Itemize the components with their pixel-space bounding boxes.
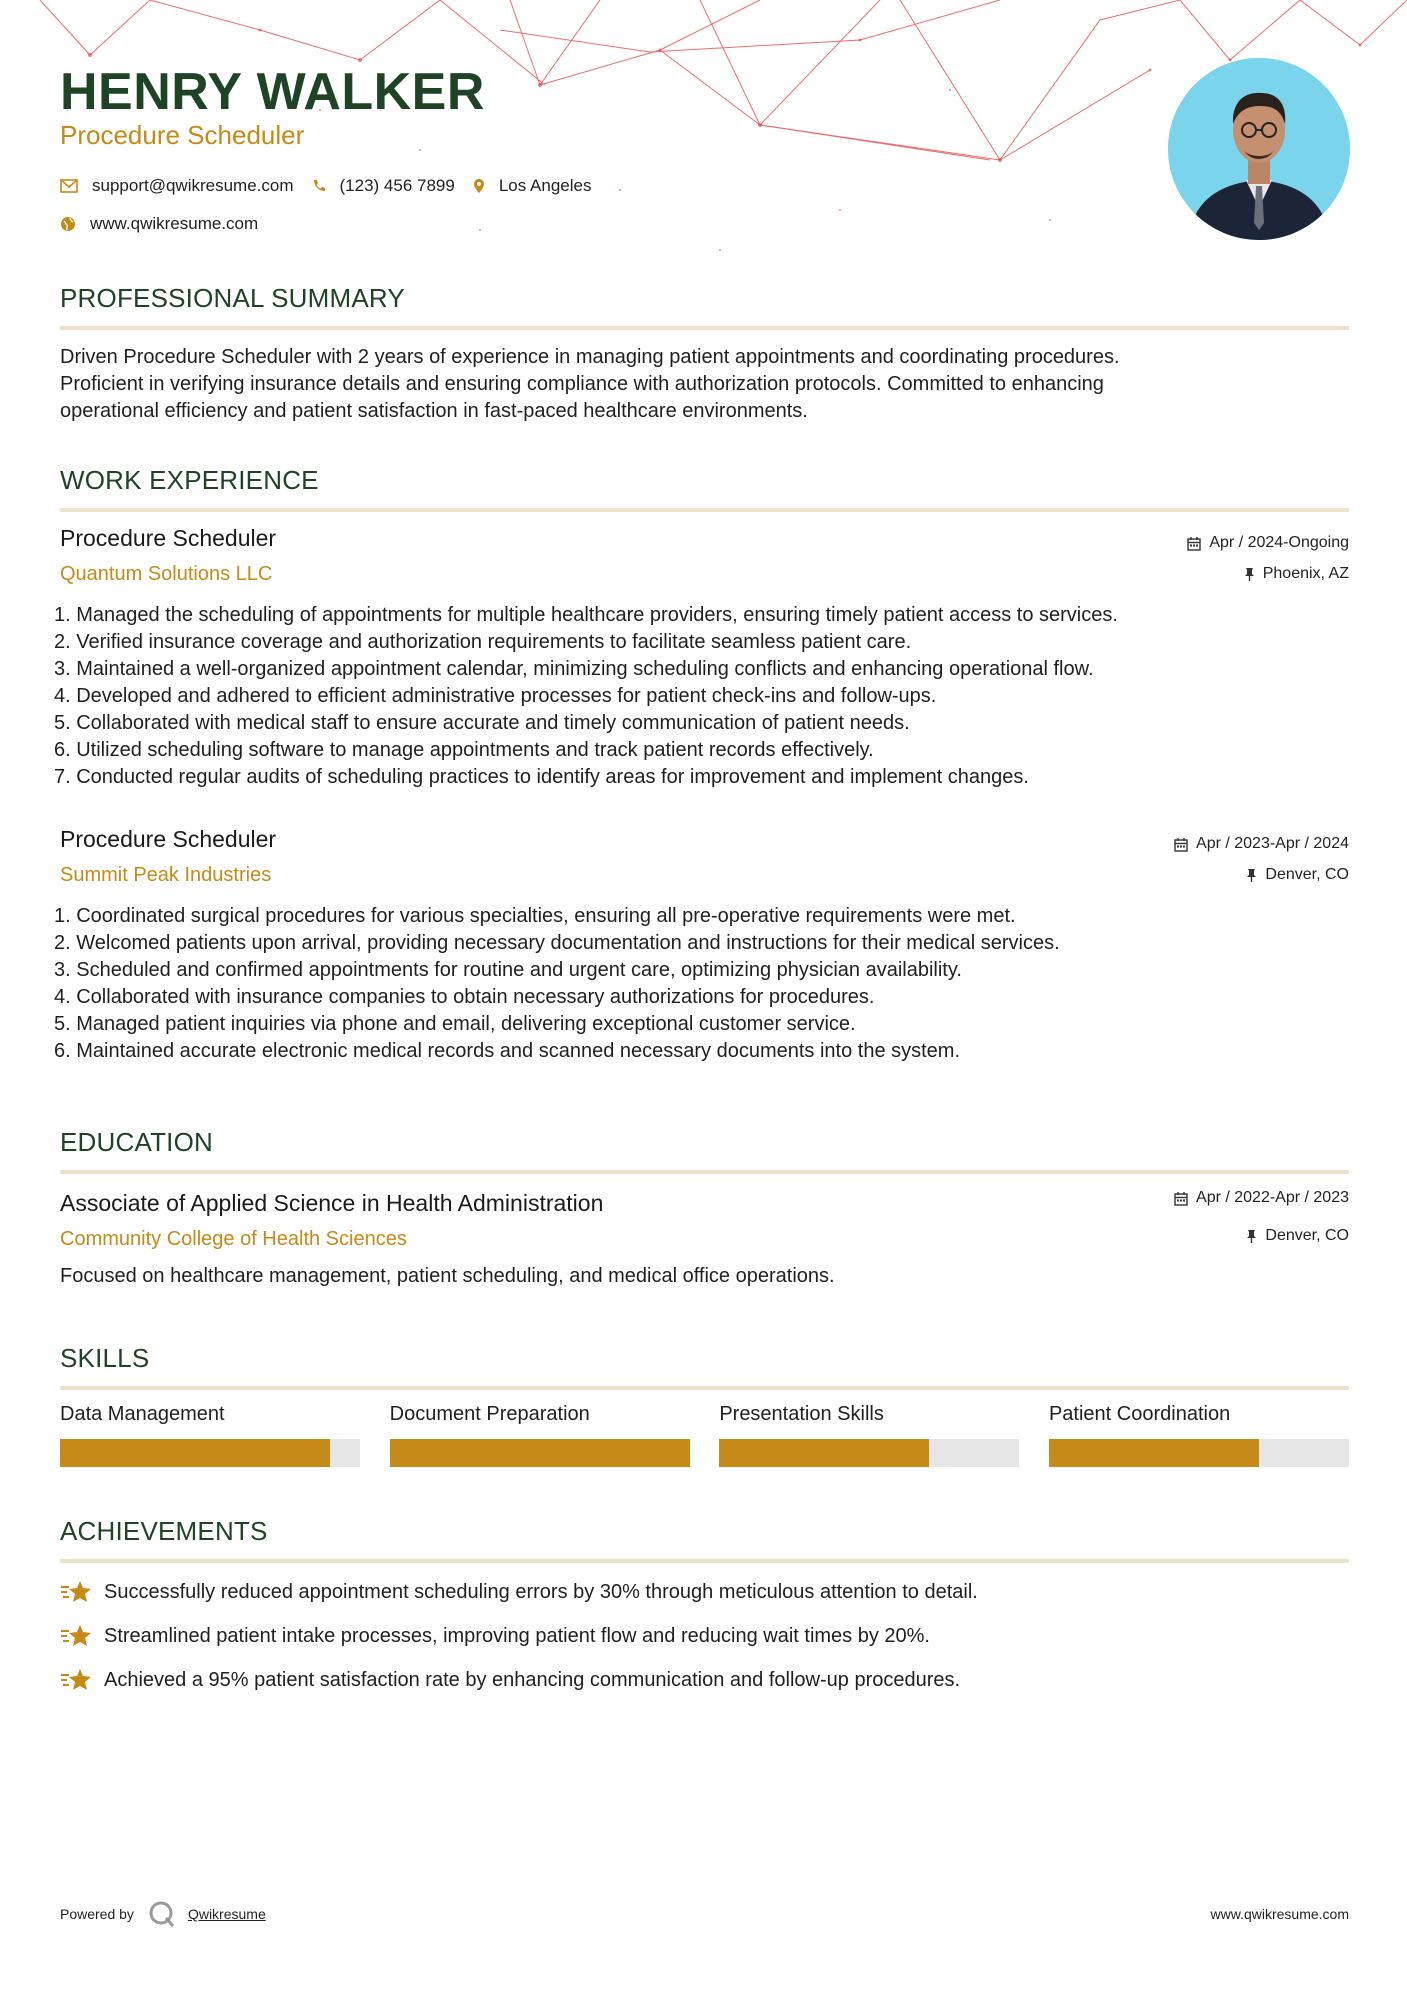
work-section-heading: WORK EXPERIENCE [60, 465, 1349, 512]
skill-name: Patient Coordination [1048, 1403, 1231, 1425]
job-dates: Apr / 2023-Apr / 2024 [1174, 835, 1349, 853]
job-responsibilities [54, 903, 1354, 1065]
skill-name: Document Preparation [389, 1403, 590, 1425]
section-divider [60, 1559, 1349, 1563]
phone-icon [312, 179, 326, 193]
education-location: Denver, CO [1246, 1227, 1349, 1245]
job-location: Phoenix, AZ [1244, 565, 1349, 583]
skill-name: Presentation Skills [719, 1403, 884, 1425]
section-divider [60, 1386, 1349, 1390]
job-company: Quantum Solutions LLC [60, 563, 273, 585]
job-title: Procedure Scheduler [60, 826, 277, 852]
list-item: Achieved a 95% patient satisfaction rate by enhancing communication and follow-up procedures. [60, 1658, 1349, 1702]
skills-list [60, 1403, 1349, 1467]
skills-section-heading: SKILLS [60, 1343, 1349, 1390]
summary-section-heading: PROFESSIONAL SUMMARY [60, 283, 1349, 330]
list-item: 2. Welcomed patients upon arrival, providing necessary documentation and instructions for their medical services. [54, 932, 1060, 954]
website-text: www.qwikresume.com [90, 214, 259, 233]
list-item: 5. Managed patient inquiries via phone and email, delivering exceptional customer service. [54, 1013, 856, 1035]
phone-text: (123) 456 7899 [339, 176, 455, 195]
job-location: Denver, CO [1246, 866, 1349, 884]
skill-bar [60, 1439, 360, 1467]
list-item: 1. Managed the scheduling of appointments for multiple healthcare providers, ensuring timely patient access to services. [54, 604, 1118, 626]
pushpin-icon [1246, 868, 1257, 882]
list-item: 5. Collaborated with medical staff to ensure accurate and timely communication of patient needs. [54, 712, 910, 734]
star-icon [60, 1666, 92, 1694]
skill-bar-fill [719, 1439, 929, 1467]
summary-text: Driven Procedure Scheduler with 2 years of experience in managing patient appointments and coordinating procedures. Proficient in verifying insurance details and ensuring compliance with authorization protocols. Committed to enhancing operational efficiency and patient satisfaction in fast-paced healthcare environments. [60, 346, 1120, 422]
skill-item [60, 1403, 360, 1467]
candidate-title: Procedure Scheduler [60, 120, 305, 150]
calendar-icon [1187, 536, 1201, 551]
footer-url[interactable]: www.qwikresume.com [1210, 1906, 1349, 1922]
job-company: Summit Peak Industries [60, 864, 272, 886]
candidate-name: HENRY WALKER [60, 63, 485, 121]
job-responsibilities [54, 602, 1354, 791]
skill-bar-fill [390, 1439, 690, 1467]
skill-bar [719, 1439, 1019, 1467]
email-text: support@qwikresume.com [92, 176, 294, 195]
achievements-section-heading: ACHIEVEMENTS [60, 1516, 1349, 1563]
section-divider [60, 326, 1349, 330]
section-divider [60, 1170, 1349, 1174]
list-item: 4. Collaborated with insurance companies to obtain necessary authorizations for procedures. [54, 986, 875, 1008]
education-description: Focused on healthcare management, patient scheduling, and medical office operations. [60, 1265, 835, 1287]
footer [60, 1900, 1349, 1928]
avatar [1168, 58, 1350, 240]
skill-bar-fill [1049, 1439, 1259, 1467]
job-title: Procedure Scheduler [60, 525, 277, 551]
pushpin-icon [1244, 567, 1255, 581]
skill-bar [390, 1439, 690, 1467]
location-contact [473, 176, 592, 196]
website-contact[interactable] [60, 214, 258, 234]
website-row [60, 214, 276, 237]
pushpin-icon [1246, 1229, 1257, 1243]
list-item: 4. Developed and adhered to efficient administrative processes for patient check-ins and follow-ups. [54, 685, 937, 707]
section-divider [60, 508, 1349, 512]
globe-icon [60, 216, 76, 232]
calendar-icon [1174, 1191, 1188, 1206]
education-section-heading: EDUCATION [60, 1127, 1349, 1174]
skill-name: Data Management [60, 1403, 225, 1425]
mail-icon [60, 179, 78, 193]
degree-title: Associate of Applied Science in Health Administration [60, 1190, 604, 1216]
list-item: 7. Conducted regular audits of scheduling practices to identify areas for improvement and implement changes. [54, 766, 1029, 788]
skill-bar [1049, 1439, 1349, 1467]
skill-item [719, 1403, 1019, 1467]
skill-item [390, 1403, 690, 1467]
list-item: Successfully reduced appointment scheduling errors by 30% through meticulous attention to detail. [60, 1570, 1349, 1614]
list-item: 6. Maintained accurate electronic medical records and scanned necessary documents into the system. [54, 1040, 961, 1062]
list-item: Streamlined patient intake processes, improving patient flow and reducing wait times by 20%. [60, 1614, 1349, 1658]
star-icon [60, 1578, 92, 1606]
school-name: Community College of Health Sciences [60, 1228, 407, 1250]
calendar-icon [1174, 837, 1188, 852]
education-dates: Apr / 2022-Apr / 2023 [1174, 1189, 1349, 1207]
powered-by: Powered by Qwikresume [60, 1900, 1349, 1928]
skill-item [1049, 1403, 1349, 1467]
job-dates: Apr / 2024-Ongoing [1187, 534, 1349, 552]
qwikresume-logo-icon [148, 1900, 176, 1928]
list-item: 3. Maintained a well-organized appointment calendar, minimizing scheduling conflicts and enhancing operational flow. [54, 658, 1094, 680]
list-item: 6. Utilized scheduling software to manage appointments and track patient records effectively. [54, 739, 874, 761]
skill-bar-fill [60, 1439, 330, 1467]
list-item: 1. Coordinated surgical procedures for various specialties, ensuring all pre-operative requirements were met. [54, 905, 1016, 927]
list-item: 2. Verified insurance coverage and authorization requirements to facilitate seamless patient care. [54, 631, 912, 653]
email-contact[interactable] [60, 176, 294, 196]
qwikresume-link[interactable]: Qwikresume [187, 1906, 266, 1922]
location-text: Los Angeles [498, 176, 592, 195]
location-pin-icon [473, 178, 485, 194]
contact-row [60, 172, 609, 200]
avatar-portrait [1168, 58, 1350, 240]
star-icon [60, 1622, 92, 1650]
phone-contact[interactable] [312, 176, 455, 196]
list-item: 3. Scheduled and confirmed appointments for routine and urgent care, optimizing physician availability. [54, 959, 962, 981]
achievements-list [60, 1570, 1349, 1702]
